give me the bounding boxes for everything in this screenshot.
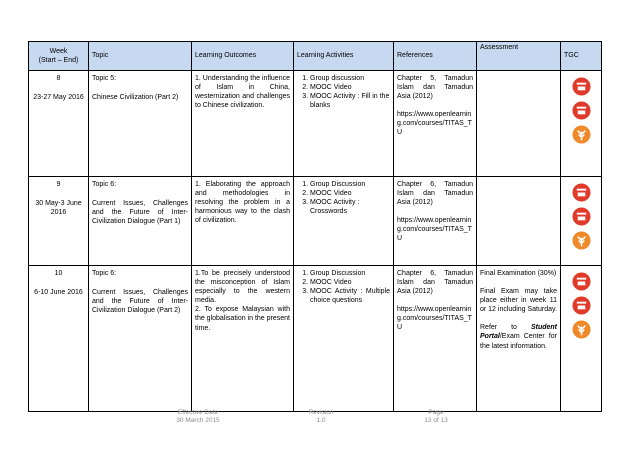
red-circle-icon xyxy=(572,183,591,202)
refer-text: Refer to xyxy=(480,324,517,332)
week-number: 9 xyxy=(56,181,61,188)
header-assessment: Assessment xyxy=(477,42,561,71)
header-row xyxy=(29,42,602,71)
activity-item: 2. MOOC Video xyxy=(310,189,390,198)
topic-title: Topic 5: xyxy=(92,75,117,82)
outcomes-cell xyxy=(192,177,294,266)
activity-item: 2. MOOC Video xyxy=(310,83,390,92)
table-row xyxy=(29,177,602,266)
outcome-item: 1. Understanding the influence of Islam in China, westernization and challenges to Chinese civilization. xyxy=(195,75,290,110)
header-activities: Learning Activities xyxy=(294,42,394,71)
assessment-cell xyxy=(477,177,561,266)
footer-revision-label: Revision xyxy=(308,409,334,416)
footer-revision xyxy=(296,409,346,425)
footer-page xyxy=(413,409,459,425)
topic-cell xyxy=(89,177,192,266)
table-row xyxy=(29,71,602,177)
footer-page-value: 13 of 13 xyxy=(424,417,448,425)
topic-title: Topic 6: xyxy=(92,181,117,188)
outcome-item: 2. To expose Malaysian with the globalisation in the present time. xyxy=(195,306,290,332)
activities-cell xyxy=(294,71,394,177)
activities-cell xyxy=(294,177,394,266)
outcomes-cell xyxy=(192,71,294,177)
tgc-cell xyxy=(561,266,602,412)
orange-tree-icon xyxy=(572,231,591,250)
activities-cell xyxy=(294,266,394,412)
references-cell xyxy=(394,71,477,177)
schedule-table xyxy=(28,41,602,412)
footer-effective-label: Effective Date xyxy=(177,409,219,416)
topic-title: Topic 6: xyxy=(92,270,117,277)
student-portal-link[interactable]: Student Portal xyxy=(480,324,557,341)
topic-cell xyxy=(89,71,192,177)
footer-page-label: Page xyxy=(428,409,444,416)
outcome-item: 1. Elaborating the approach and methodologies in resolving the problem in a harmonious way to the clash of civilization. xyxy=(195,181,290,225)
assessment-cell xyxy=(477,266,561,412)
assessment-final-exam: Final Examination (30%) xyxy=(480,270,557,277)
week-cell xyxy=(29,177,89,266)
week-number: 10 xyxy=(54,270,63,277)
week-dates: 30 May-3 June 2016 xyxy=(35,200,82,217)
table-row xyxy=(29,266,602,412)
assessment-refer xyxy=(480,323,557,350)
footer-effective-date xyxy=(168,409,228,425)
week-dates: 23-27 May 2016 xyxy=(33,94,84,102)
orange-tree-icon xyxy=(572,125,591,144)
reference-link[interactable]: https://www.openlearning.com/courses/TITAS_TU xyxy=(397,306,472,332)
red-circle-icon xyxy=(572,101,591,120)
header-week-range: (Start – End) xyxy=(38,57,79,64)
references-cell xyxy=(394,177,477,266)
footer-revision-value: 1.0 xyxy=(316,417,326,425)
tgc-cell xyxy=(561,71,602,177)
assessment-exam-week: Final Exam may take place either in week 11 or 12 including Saturday. xyxy=(480,288,557,314)
refer-rest: /Exam Center for the latest information. xyxy=(480,333,557,350)
activity-item: 3. MOOC Activity : Multiple choice questions xyxy=(310,287,390,305)
reference-book: Chapter 6, Tamadun Islam dan Tamadun Asia (2012) xyxy=(397,270,473,296)
orange-tree-icon xyxy=(572,320,591,339)
topic-body: Chinese Civilization (Part 2) xyxy=(92,94,179,102)
header-week xyxy=(29,42,89,71)
topic-body: Current Issues, Challenges and the Future of Inter-Civilization Dialogue (Part 1) xyxy=(92,200,188,226)
header-references: References xyxy=(394,42,477,71)
activity-item: 3. MOOC Activity : Crosswords xyxy=(310,198,390,216)
activity-item: 3. MOOC Activity : Fill in the blanks xyxy=(310,92,390,110)
red-circle-icon xyxy=(572,207,591,226)
reference-link[interactable]: https://www.openlearning.com/courses/TITAS_TU xyxy=(397,217,472,243)
header-tgc: TGC xyxy=(561,42,602,71)
tgc-cell xyxy=(561,177,602,266)
outcomes-cell xyxy=(192,266,294,412)
week-cell xyxy=(29,266,89,412)
week-cell xyxy=(29,71,89,177)
topic-body: Current Issues, Challenges and the Future of Inter-Civilization Dialogue (Part 2) xyxy=(92,289,188,315)
outcome-item: 1.To be precisely understood the misconception of Islam especially to the western media. xyxy=(195,270,290,305)
reference-book: Chapter 6, Tamadun Islam dan Tamadun Asia (2012) xyxy=(397,181,473,207)
reference-link[interactable]: https://www.openlearning.com/courses/TITAS_TU xyxy=(397,111,472,137)
assessment-cell xyxy=(477,71,561,177)
header-topic: Topic xyxy=(89,42,192,71)
activity-item: 1. Group Discussion xyxy=(310,269,390,278)
red-circle-icon xyxy=(572,272,591,291)
red-circle-icon xyxy=(572,296,591,315)
week-number: 8 xyxy=(56,75,61,82)
header-week-label: Week xyxy=(49,47,68,55)
header-outcomes: Learning Outcomes xyxy=(192,42,294,71)
references-cell xyxy=(394,266,477,412)
reference-book: Chapter 5, Tamadun Islam dan Tamadun Asia (2012) xyxy=(397,75,473,101)
activity-item: 1. Group discussion xyxy=(310,74,390,83)
red-circle-icon xyxy=(572,77,591,96)
topic-cell xyxy=(89,266,192,412)
week-dates: 6-10 June 2016 xyxy=(34,289,83,297)
footer-effective-value: 30 March 2015 xyxy=(176,417,220,425)
activity-item: 1. Group Discussion xyxy=(310,180,390,189)
activity-item: 2. MOOC Video xyxy=(310,278,390,287)
